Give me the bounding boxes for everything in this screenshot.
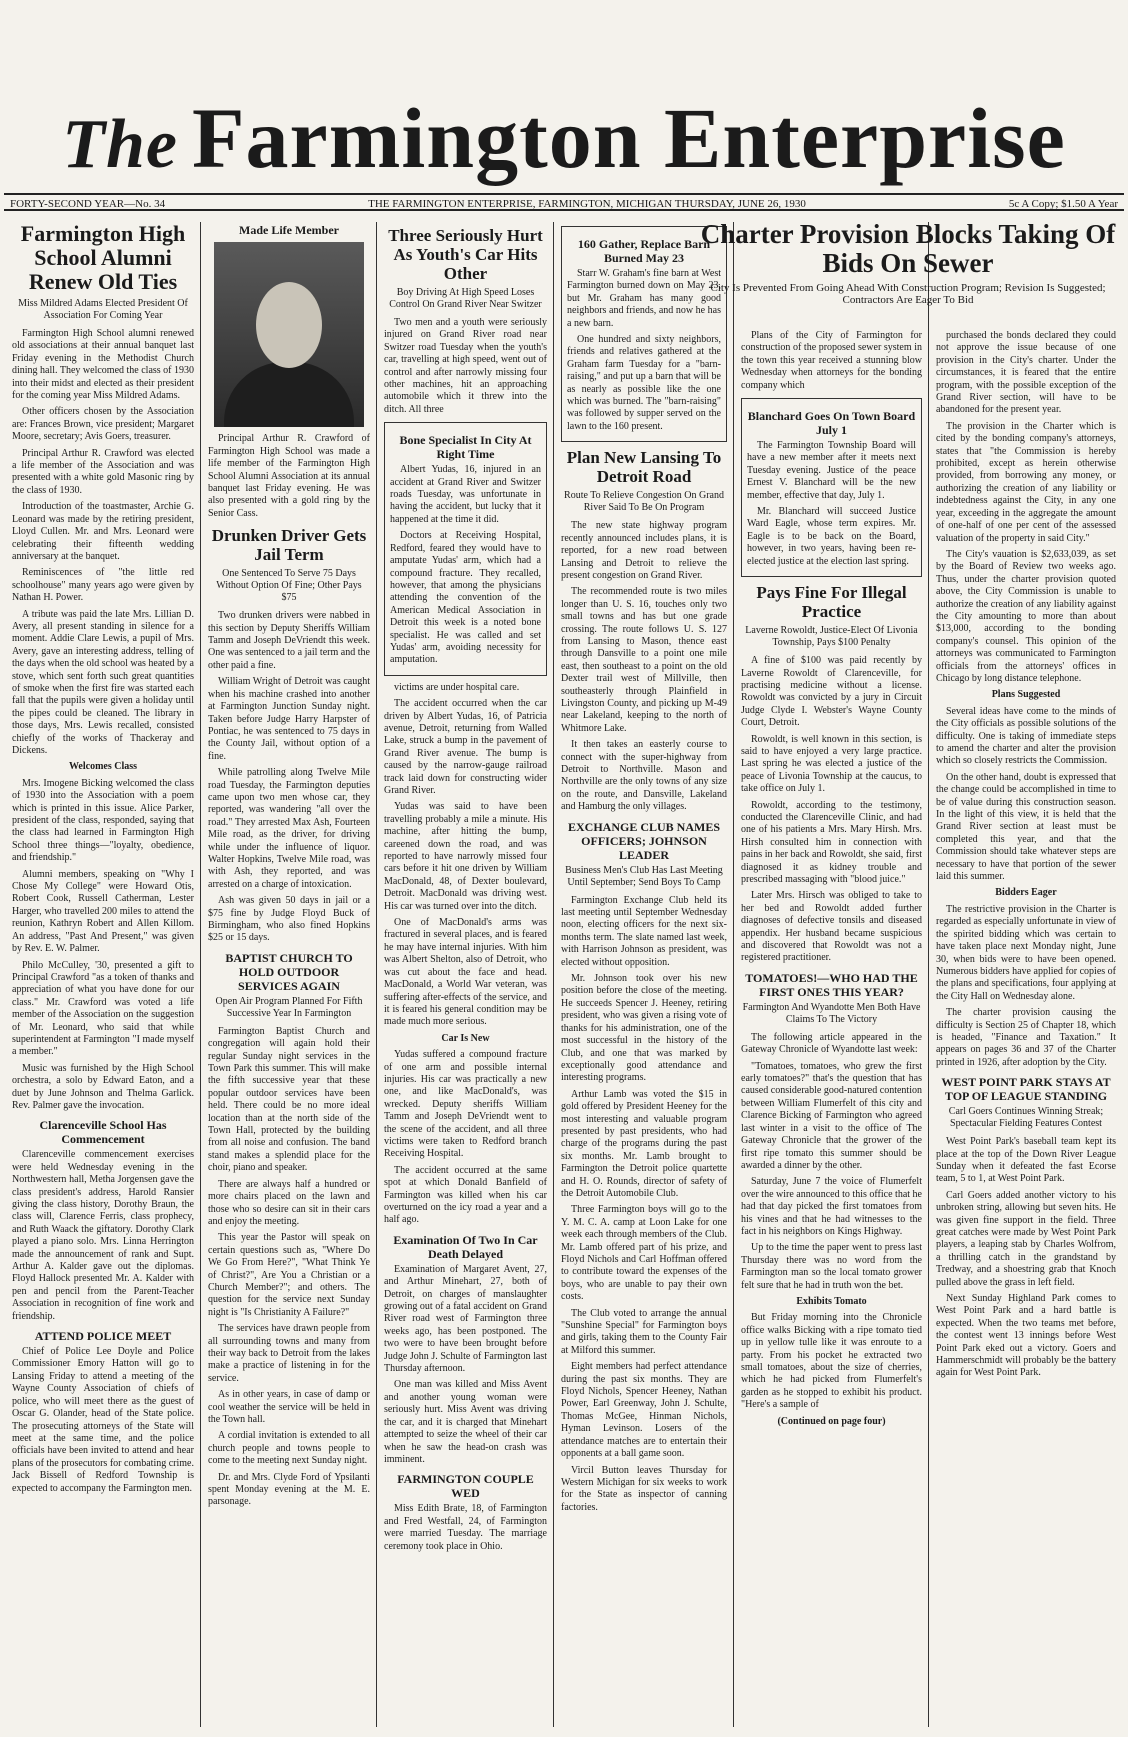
paragraph: The provision in the Charter which is cited by the bonding company's attorneys, states that "the Commission is hereby prohibited, except as herein otherwise provided, from borrowing any money, or authorizing the creation of any liability or indebtedness against the City, in any one year, exceeding in the aggregate the amount of one-half of one per cent of the assessed valuation of the property in said City." (936, 420, 1116, 544)
paragraph: William Wright of Detroit was caught when his machine crashed into another at Farmington Junction Sunday night. Taken before Judge Harry Harpster of Pontiac, he was sentenced to 75 days in the County Jail, without option of a fine. (208, 676, 370, 762)
headline-examination: Examination Of Two In Car Death Delayed (393, 1232, 538, 1261)
paragraph: The accident occurred at the same spot at which Donald Banfield of Farmington was killed when his car overturned on the icy road a year and a half ago. (384, 1164, 547, 1226)
headline-lansing-road: Plan New Lansing To Detroit Road (566, 448, 722, 487)
paragraph: Ash was given 50 days in jail or a $75 fine by Judge Floyd Buck of Birmingham, who also fined Hopkins $25 or 15 days. (208, 895, 370, 944)
column-rule (733, 222, 734, 1727)
paragraph: The City's vauation is $2,633,039, as set by the Board of Review two weeks ago. Thus, under the charter provision quoted above, the City Commission is unable to authorize the creation of any liability against the City amounting to more than about $13,000, according to the bonding company's counsel. This opinion of the attorneys was communicated to Farmington officials from the attorneys' offices in Chicago by long distance telephone. (936, 548, 1116, 684)
column-4 (555, 220, 733, 1730)
deck-west-point-park: Carl Goers Continues Winning Streak; Spectacular Fielding Features Contest (948, 1106, 1104, 1130)
paragraph: But Friday morning into the Chronicle office walks Bicking with a ripe tomato tied up in yellow tulle like it was enroute to a party. From his pocket he extracted two small tomatoes, about the size of cherries, which he had picked from Flumerfelt's garden as he stopped to exhibit his product. "Here's a sample of (741, 1312, 922, 1411)
box-headline: Blanchard Goes On Town Board July 1 (747, 409, 916, 438)
deck-baptist: Open Air Program Planned For Fifth Successive Year In Farmington (215, 995, 363, 1019)
deck-tomatoes: Farmington And Wyandotte Men Both Have Claims To The Victory (742, 1001, 921, 1025)
dateline (4, 193, 1124, 211)
paragraph: Rowoldt, according to the testimony, conducted the Clarenceville Clinic, and had one of his patients a Mrs. Mary Hirsh. Mrs. Hirsh consulted him in connection with pains in her back and Rowoldt, she said, first diagnosed it as kidney trouble and prescribed massaging with "blood juice." (741, 799, 922, 885)
paragraph: Farmington Baptist Church and congregation will again hold their regular Sunday night services in the Town Park this summer. This will make the fifth successive year that these popular outdoor services have been held. There could be no more ideal location than at the north side of the Town Hall, protected by the building from all noise and confusion. The band stand makes a splendid place for the choir, piano and speaker. (208, 1025, 370, 1174)
paragraph: This year the Pastor will speak on certain questions such as, "Where Do We Go From Here?", "What Think Ye of Christ?", Are You a Christian or a Church Member?"; and others. The question for the service next Sunday night is "Is Christianity A Failure?" (208, 1232, 370, 1318)
box-headline: Bone Specialist In City At Right Time (399, 433, 532, 462)
paragraph: Eight members had perfect attendance during the past six months. They are Floyd Nichols, Spencer Heeney, Nathan Power, Earl Greenway, John J. Schulte, Thomas McGee, Hinman Nichols, Hyman Levinson. Losers of the attendance matches are to entertain their opponents at a ball game soon. (561, 1361, 727, 1460)
continued-note: (Continued on page four) (777, 1415, 886, 1427)
dateline-center: THE FARMINGTON ENTERPRISE, FARMINGTON, MICHIGAN THURSDAY, JUNE 26, 1930 (368, 198, 806, 210)
paragraph: The charter provision causing the difficulty is Section 25 of Chapter 18, which is headed, "Finance and Taxation." It appears on pages 36 and 37 of the Charter printed in 1926, after adoption by the City. (936, 1007, 1116, 1068)
paragraph: Albert Yudas, 16, injured in an accident at Grand River and Switzer roads Tuesday, was unfortunate in having the accident, but lucky that it happened at the time it did. (390, 464, 541, 525)
headline-three-hurt: Three Seriously Hurt As Youth's Car Hits Other (388, 226, 543, 283)
paragraph: Later Mrs. Hirsch was obliged to take to her bed and Rowoldt added further diagnoses of defective tonsils and diseased appendix. Her husband became suspicious and discovered that Rowoldt was not a registered practitioner. (741, 890, 922, 964)
column-rule (200, 222, 201, 1727)
deck-illegal-practice: Laverne Rowoldt, Justice-Elect Of Livonia Township, Pays $100 Penalty (745, 625, 918, 649)
paragraph: The Farmington Township Board will have a new member after it meets next Tuesday evening. Justice of the peace Ernest V. Blanchard will be the new member, effective that day, July 1. (747, 440, 916, 501)
paragraph: Mrs. Imogene Bicking welcomed the class of 1930 into the Association with a poem which is printed in this issue. Alice Parker, president of the class, responded, saying that the class had learned in Farmington High School three things—"loyalty, obedience, and friendship." (12, 777, 194, 864)
paragraph: It then takes an easterly course to connect with the super-highway from Detroit to Northville. Mason and Northville are the only towns of any size on the route, and Dansville, Lakeland and Hamburg the only villages. (561, 739, 727, 813)
paragraph: Other officers chosen by the Association are: Frances Brown, vice president; Margaret Moore, secretary; Avis Goers, treasurer. (12, 406, 194, 443)
paragraph: Next Sunday Highland Park comes to West Point Park and a hard battle is expected. When the two teams met before, the contest went 13 innings before West Point Park eked out a victory. Goers and Hammerschmidt will probably be the battery again for West Point Park. (936, 1293, 1116, 1379)
paragraph: One hundred and sixty neighbors, friends and relatives gathered at the Graham farm Tuesday for a "barn-raising," and put up a barn that will be as nearly as possible like the one which was burned. The "barn-raising" was followed by supper served on the lawn to the 160 present. (567, 334, 721, 432)
column-rule (553, 222, 554, 1727)
headline-tomatoes: TOMATOES!—WHO HAD THE FIRST ONES THIS YEAR? (745, 970, 918, 999)
subhead: Plans Suggested (991, 689, 1061, 701)
paragraph: The new state highway program recently announced includes plans, it is reported, for a new road between Lansing and Detroit to relieve the present congestion on Grand River. (561, 520, 727, 581)
paragraph: One man was killed and Miss Avent and another young woman were seriously hurt. Miss Avent was driving the car, and it is charged that Minehart attempted to seize the wheel of their car when he saw the head-on crash was imminent. (384, 1379, 547, 1465)
deck-three-hurt: Boy Driving At High Speed Loses Control On Grand River Near Switzer (389, 287, 542, 310)
headline-west-point-park: WEST POINT PARK STAYS AT TOP OF LEAGUE STANDING (941, 1075, 1111, 1104)
portrait-photo (214, 242, 364, 427)
volume-number: FORTY-SECOND YEAR—No. 34 (10, 198, 166, 210)
paragraph: Philo McCulley, '30, presented a gift to Principal Crawford "as a token of thanks and appreciation of what you have done for our class." Mr. Crawford was voted a life member of the Association on the suggestion of Mr. Leonard, who said that while superintendent at Farmington "I made myself a member." (12, 959, 194, 1058)
paragraph: The recommended route is two miles longer than U. S. 16, touches only two small towns and has but one grade crossing. The route follows U. S. 127 from Lansing to Mason, thence east through Dansville to a point one mile east, then southeast to a point on the old Dexter trail west of Millville, then southeasterly through Plainfield in Livingston County, and picking up M-49 near Lakeland, keeping to the north of Whitmore Lake. (561, 586, 727, 734)
masthead (0, 90, 1128, 186)
column-rule (376, 222, 377, 1727)
paragraph: Examination of Margaret Avent, 27, and Arthur Minehart, 27, both of Detroit, on charges of manslaughter growing out of a fatal accident on Grand River road west of Farmington three weeks ago, has been postponed. The two were to have been brought before Judge John J. Schulte of Farmington last Thursday afternoon. (384, 1263, 547, 1375)
paragraph: purchased the bonds declared they could not approve the issue because of one provision in the City's charter. Under the circumstances, it is feared that the entire program, with the possible exception of the Grand River section, will have to be abandoned for the present year. (936, 330, 1116, 416)
price: 5c A Copy; $1.50 A Year (1008, 198, 1118, 210)
paragraph: Doctors at Receiving Hospital, Redford, feared they would have to amputate Yudas' arm, which had a compound fracture. They recalled, however, that among the physicians attending the convention of the American Medical Association in Detroit this week is a noted bone specialist. He was called and set Yudas' arm, avoiding necessity for amputation. (390, 530, 541, 666)
deck-lansing-road: Route To Relieve Congestion On Grand River Said To Be On Program (564, 490, 724, 514)
masthead-name: Farmington Enterprise (192, 90, 1066, 186)
headline-alumni: Farmington High School Alumni Renew Old Ties (20, 221, 186, 294)
headline-couple-wed: FARMINGTON COUPLE WED (397, 1472, 534, 1501)
column-3 (378, 220, 553, 1730)
paragraph: As in other years, in case of damp or cool weather the service will be held in the Town hall. (208, 1389, 370, 1425)
headline-drunken-driver: Drunken Driver Gets Jail Term (211, 526, 367, 565)
paragraph: "Tomatoes, tomatoes, who grew the first early tomatoes?" that's the question that has caused considerable good-natured contention between William Flumerfelt of this city and Clarence Bicking of Farmington who agreed last winter in a visit to the office of The Gateway Chronicle that the grower of the first ripe tomato this summer should be awarded a dinner by the other. (741, 1060, 922, 1171)
paragraph: A fine of $100 was paid recently by Laverne Rowoldt of Clarenceville, for practising medicine without a license. Rowoldt was convicted by a jury in Circuit Judge Clyde I. Webster's Wayne County Court, Detroit. (741, 655, 922, 729)
paragraph: Introduction of the toastmaster, Archie G. Leonard was made by the retiring president, Lloyd Cullen. Mr. and Mrs. Leonard were celebrating their fifteenth wedding anniversary at the banquet. (12, 501, 194, 562)
photo-title: Made Life Member (239, 223, 339, 237)
box-headline: 160 Gather, Replace Barn Burned May 23 (577, 237, 711, 265)
paragraph: Chief of Police Lee Doyle and Police Commissioner Emory Hatton will go to Lansing Friday to attend a meeting of the Wayne County Association of chiefs of police, who will meet there as the guest of Oscar G. Olander, head of the State police. The prosecuting attorneys of the State will meet at the same time, and the police officials have been invited to attend and hear plans of the prosecutors for combating crime. Jack Bissell of Redford Township is expected to accompany the Farmington men. (12, 1346, 194, 1494)
paragraph: One of MacDonald's arms was fractured in several places, and is feared he may have internal injuries. With him was Albert Shelton, also of Detroit, who was cut about the face and head. MacDonald, a World War veteran, was suffering after-effects of the service, and it is feared his general condition may be made much more serious. (384, 917, 547, 1028)
paragraph: Farmington Exchange Club held its last meeting until September Wednesday noon, electing officers for the next six-months term. The slate named last week, with Harrison Johnson as president, was elected without opposition. (561, 894, 727, 968)
paragraph: victims are under hospital care. (394, 681, 520, 693)
paragraph: Saturday, June 7 the voice of Flumerfelt over the wire announced to this office that he had that day picked the first tomatoes from his vines and that he had witnesses to the fact in his neighbors on Kings Highway. (741, 1176, 922, 1237)
column-2 (202, 220, 376, 1730)
paragraph: West Point Park's baseball team kept its place at the top of the Down River League Sunday when it defeated the fast Ecorse team, 5 to 1, at West Point Park. (936, 1136, 1116, 1185)
paragraph: Clarenceville commencement exercises were held Wednesday evening in the Northwestern hall, Metha Jorgensen gave the class president's address, Harold Ransier giving the class history, Dorothy Braun, the class will, Clarence Ferris, class prophecy, and Ruth Waack the giftatory. Dorothy Clark played a piano solo. Mrs. Linna Herrington made the announcement of rank and Supt. Arthur A. Kalder gave out the diplomas. Floyd Hallock presented Mr. A. Kalder with pen and pencil from the Parent-Teacher Association in recognition of fine work and friendship. (12, 1149, 194, 1322)
headline-sewer: Charter Provision Blocks Taking Of Bids On Sewer (700, 219, 1116, 278)
boxed-story (741, 398, 922, 577)
paragraph: Farmington High School alumni renewed old associations at their annual banquet last Friday evening in the Methodist Church dining hall. They welcomed the class of 1930 into their midst and elected as their president for the coming year Miss Mildred Adams. (12, 328, 194, 402)
column-rule (928, 222, 929, 1727)
paragraph: Rowoldt, is well known in this section, is said to have enjoyed a very large practice. Last spring he was elected a justice of the peace of Livonia Township at the caucus, to take office on July 1. (741, 733, 922, 795)
deck-drunken-driver: One Sentenced To Serve 75 Days Without Option Of Fine; Other Pays $75 (216, 568, 362, 604)
sewer-story-header (698, 220, 1118, 312)
subhead: Car Is New (441, 1032, 490, 1044)
subhead: Welcomes Class (68, 761, 138, 773)
paragraph: Two men and a youth were seriously injured on Grand River road near Switzer road Tuesday when the youth's car, travelling at high speed, went out of control and after narrowly missing four other machines, hit an approaching automobile which it threw into the ditch. All three (384, 317, 547, 415)
paragraph: On the other hand, doubt is expressed that the change could be accomplished in time to be of value during this construction season. In the light of this view, it is held that the Grand River section at least must be completed this year, and that the Commission should take whatever steps are necessary to have that portion of the sewer laid this summer. (936, 771, 1116, 883)
paragraph: Mr. Blanchard will succeed Justice Ward Eagle, whose term expires. Mr. Eagle is to be back on the Board, however, in two years, having been re-elected justice at the election last spring. (747, 506, 916, 567)
paragraph: The services have drawn people from all surrounding towns and many from their way back to Detroit from the lakes make a practice of listening in for the service. (208, 1323, 370, 1384)
boxed-story (384, 422, 547, 676)
paragraph: While patrolling along Twelve Mile road Tuesday, the Farmington deputies came upon two men whose car, they reported, was wandering "all over the road." They arrested Max Ash, Fourteen Mile road, as the driver, for driving while under the influence of liquor. Walter Hopkins, Twelve Mile road, was with Ash, they reported, and was arrested on a charge of intoxication. (208, 767, 370, 890)
paragraph: Arthur Lamb was voted the $15 in gold offered by President Heeney for the most interesting and valuable program presented by past presidents, who had charge of the programs during the past six months. Mr. Lamb brought to Farmington the Detroit police quartette and H. O. Rounds, director of safety of the Detroit Automobile Club. (561, 1088, 727, 1199)
paragraph: Carl Goers added another victory to his unbroken string, allowing but seven hits. He was given fine support in the field. Three great catches were made by West Point Park players, a leaping stab by Charles Wolfrom, a thrilling catch in the grandstand by Tredway, and a shoestring grab that Knoch pulled above the grass in left field. (936, 1189, 1116, 1288)
column-1 (6, 220, 200, 1730)
column-6 (930, 330, 1122, 1730)
photo-caption: Principal Arthur R. Crawford of Farmington High School was made a life member of the Farmington High School Alumni Association at its annual banquet last Friday evening. He was also presented with a gold ring by the Senior Cass. (208, 433, 370, 519)
paragraph: Miss Edith Brate, 18, of Farmington and Fred Westfall, 24, of Farmington were married Tuesday. The marriage ceremony took place in Ohio. (384, 1503, 547, 1552)
paragraph: The following article appeared in the Gateway Chronicle of Wyandotte last week: (741, 1031, 922, 1056)
paragraph: Music was furnished by the High School orchestra, a solo by Edward Eaton, and a duet by June Johnson and Thelma Garlick. Rev. Palmer gave the invocation. (12, 1062, 194, 1111)
subhead: Bidders Eager (995, 887, 1057, 899)
paragraph: Yudas was said to have been travelling probably a mile a minute. His machine, after hitting the bump, careened down the road, and was reported to have narrowly missed four cars before it hit one driven by William MacDonald, 48, of Dexter boulevard, Detroit. MacDonald was driving west. His car was turned over into the ditch. (384, 801, 547, 912)
paragraph: Several ideas have come to the minds of the City officials as possible solutions of the difficulty. One is taking of immediate steps to amend the charter and alter the provision which so closely restricts the Commission. (936, 705, 1116, 767)
paragraph: Two drunken drivers were nabbed in this section by Deputy Sheriffs William Tamm and Joseph DeVriendt this week. One was sentenced to a jail term and the other paid a fine. (208, 610, 370, 671)
subhead: Exhibits Tomato (796, 1295, 867, 1307)
deck-sewer: City Is Prevented From Going Ahead With Construction Program; Revision Is Suggested; Contractors Are Eager To Bid (710, 282, 1106, 306)
paragraph: A cordial invitation is extended to all church people and towns people to come to the meeting next Sunday night. (208, 1430, 370, 1467)
paragraph: A tribute was paid the late Mrs. Lillian D. Avery, all present standing in silence for a moment. Addie Clare Lewis, a pupil of Mrs. Avery, gave an interesting address, telling of the days when the old school was heated by a stove, which sent forth such great quantities of smoke when the first fire was started each fall that the pupils were given a holiday until the pipes could be cleaned. The library in those days, Mrs. Lewis recalled, consisted chiefly of the works of Thackeray and Dickens. (12, 608, 194, 756)
paragraph: Yudas suffered a compound fracture of one arm and possible internal injuries. His car was practically a new one, and like MacDonald's, was wrecked. Deputy sheriffs William Tamm and Joseph DeVriendt went to the scene of the accident, and all three victims were taken to Redford branch Receiving Hospital. (384, 1049, 547, 1160)
headline-clarenceville: Clarenceville School Has Commencement (39, 1118, 167, 1147)
headline-illegal-practice: Pays Fine For Illegal Practice (756, 583, 907, 622)
paragraph: Mr. Johnson took over his new position before the close of the meeting. He succeeds Spencer J. Heeney, retiring president, who was given a rising vote of thanks for his administration, one of the most successful in the history of the Club, and one that was marked by exceptionally good attendance and interesting programs. (561, 973, 727, 1084)
paragraph: The restrictive provision in the Charter is regarded as especially unfortunate in view of the spirited bidding which was certain to have taken place next Monday night, June 30, when bids were to have been opened. Numerous bidders have applied for copies of the plans and specifications, four applying at the City Hall on Wednesday alone. (936, 903, 1116, 1002)
paragraph: Plans of the City of Farmington for construction of the proposed sewer system in the town this year received a stunning blow Wednesday when attorneys for the bonding company which (741, 330, 922, 391)
deck-exchange-club: Business Men's Club Has Last Meeting Until September; Send Boys To Camp (565, 864, 723, 888)
paragraph: Principal Arthur R. Crawford was elected a life member of the Association and was presented with a white gold Masonic ring by the class of 1930. (12, 447, 194, 496)
column-5 (735, 330, 928, 1730)
paragraph: Vircil Button leaves Thursday for Western Michigan for six weeks to work for the State as inspector of canning factories. (561, 1464, 727, 1513)
headline-exchange-club: EXCHANGE CLUB NAMES OFFICERS; JOHNSON LEADER (567, 819, 720, 862)
masthead-the: The (62, 106, 178, 183)
paragraph: Reminiscences of "the little red schoolhouse" many years ago were given by Nathan H. Power. (12, 567, 194, 604)
paragraph: Dr. and Mrs. Clyde Ford of Ypsilanti spent Monday evening at the M. E. parsonage. (208, 1471, 370, 1508)
headline-baptist: BAPTIST CHURCH TO HOLD OUTDOOR SERVICES AGAIN (225, 950, 353, 993)
paragraph: The accident occurred when the car driven by Albert Yudas, 16, of Patricia avenue, Detroit, returning from Walled Lake, struck a bump in the pavement of Grand River avenue. The bump is caused by the narrow-gauge railroad track laid down for constructing wider Grand River. (384, 698, 547, 796)
paragraph: Three Farmington boys will go to the Y. M. C. A. camp at Loon Lake for one week each through members of the Club. Mr. Lamb offered part of his prize, and Floyd Nichols and Carl Hoffman offered to contribute toward the expenses of the boys, who are unable to pay their own costs. (561, 1204, 727, 1303)
headline-police-meet: ATTEND POLICE MEET (34, 1329, 172, 1344)
paragraph: Up to the time the paper went to press last Thursday there was no word from the Farmington man so the local tomato grower felt sure that he had in truth won the bet. (741, 1242, 922, 1291)
deck-alumni: Miss Mildred Adams Elected President Of Association For Coming Year (18, 298, 188, 321)
paragraph: Alumni members, speaking on "Why I Chose My College" were Howard Otis, Robert Cook, Russell Catherman, Lester Harger, who travelled 200 miles to attend the reunion, Kathryn Robert and Allen Killom. An address, "Past And Present," was given by Rev. E. W. Palmer. (12, 868, 194, 955)
paragraph: Starr W. Graham's fine barn at West Farmington burned down on May 23, but Mr. Graham has many good neighbors and friends, and now he has a new barn. (567, 268, 721, 329)
paragraph: There are always half a hundred or more chairs placed on the lawn and those who so desire can sit in their cars and enjoy the meeting. (208, 1178, 370, 1227)
paragraph: The Club voted to arrange the annual "Sunshine Special" for Farmington boys and girls, taking them to the County Fair at Milford this summer. (561, 1307, 727, 1356)
